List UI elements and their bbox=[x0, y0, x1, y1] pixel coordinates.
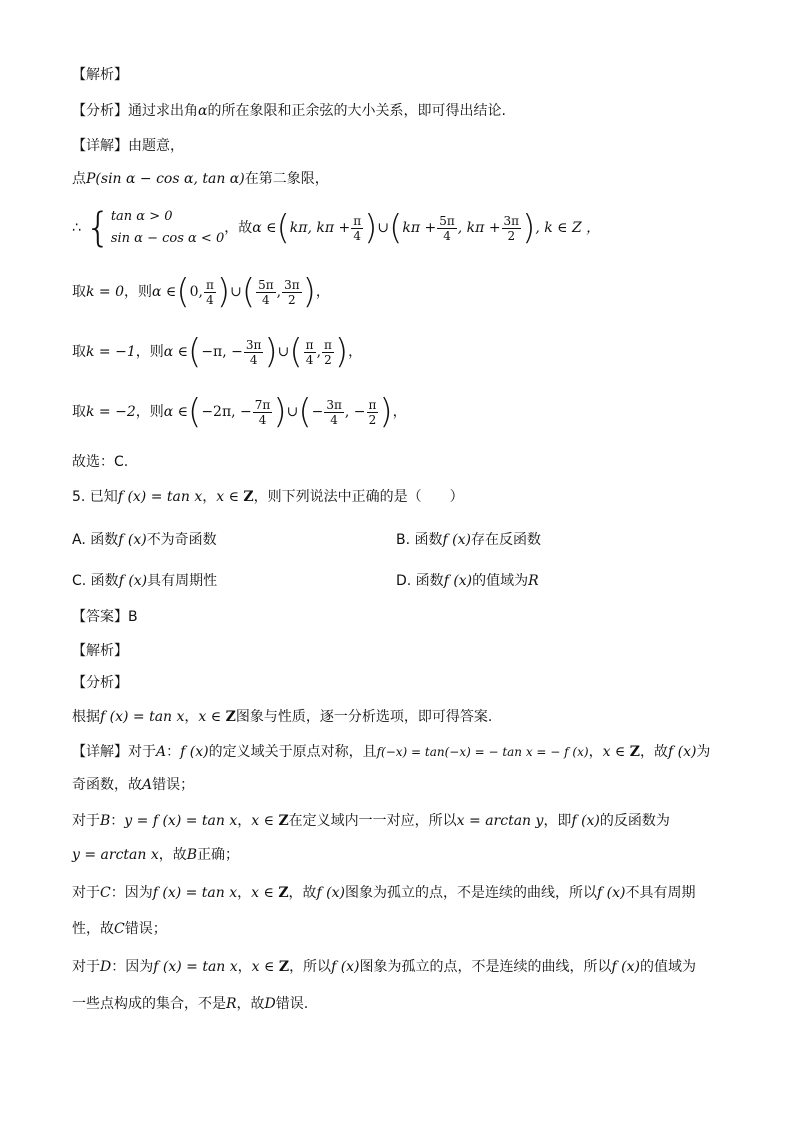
neg-sign: − bbox=[311, 404, 324, 420]
genju-fx: f (x) = tan x bbox=[100, 709, 185, 725]
fraction-pi-4: $\frac{\pi}{4}$ bbox=[205, 277, 214, 307]
fraction-3pi-4: $\frac{3\pi}{4}$ bbox=[245, 337, 262, 367]
fraction-3pi-2: $\frac{3\pi}{2}$ bbox=[503, 213, 520, 243]
detail-c-line-2: 性，故C错误； bbox=[72, 921, 167, 937]
detail-b-line-2: y = arctan x，故B正确； bbox=[72, 847, 240, 863]
neg-2pi-bound: −2π, − bbox=[201, 404, 252, 420]
point-line bbox=[72, 170, 329, 188]
section-analysis-heading: 【解析】 bbox=[72, 67, 128, 83]
alpha-in: α ∈ bbox=[163, 344, 189, 360]
answer-line: 【答案】B bbox=[72, 609, 138, 625]
k-in-z: , k ∈ Z ， bbox=[535, 220, 601, 236]
option-c: C. 函数f (x)具有周期性 bbox=[72, 573, 218, 589]
then-label: ，则 bbox=[124, 284, 153, 300]
therefore-symbol: ∴ bbox=[72, 220, 81, 236]
fraction-5pi-4: $\frac{5\pi}{4}$ bbox=[439, 213, 455, 243]
detail-b-line-1: 对于B：y = f (x) = tan x，x ∈ Z在定义域内一一对应，所以x = arctan y，即f (x)的反函数为 bbox=[72, 813, 670, 829]
fraction-5pi-4: $\frac{5\pi}{4}$ bbox=[258, 277, 274, 307]
detail-d-line-2: 一些点构成的集合，不是R，故D错误. bbox=[72, 996, 309, 1012]
fraction-pi-2: $\frac{\pi}{2}$ bbox=[324, 337, 332, 367]
q5-Z: Z bbox=[243, 489, 254, 505]
option-d: D. 函数f (x)的值域为R bbox=[396, 573, 539, 589]
genju-line: 根据f (x) = tan x，x ∈ Z图象与性质，逐一分析选项，即可得答案. bbox=[72, 709, 493, 725]
line-end: ， bbox=[392, 404, 407, 420]
analysis-heading-2: 【分析】 bbox=[72, 675, 128, 691]
section-analysis-heading-2: 【解析】 bbox=[72, 643, 128, 659]
km1-line bbox=[72, 330, 362, 374]
detail-intro-line bbox=[72, 137, 184, 155]
right-paren: ) bbox=[273, 392, 287, 432]
comma: , bbox=[276, 284, 282, 300]
alpha-in: α ∈ bbox=[163, 404, 189, 420]
detail-d-line-1: 对于D：因为f (x) = tan x，x ∈ Z，所以f (x)图象为孤立的点，不是连续的曲线，所以f (x)的值域为 bbox=[72, 959, 696, 975]
right-paren: ) bbox=[216, 272, 231, 312]
right-paren: ) bbox=[364, 208, 378, 248]
union-symbol: ∪ bbox=[377, 220, 390, 236]
analysis-line bbox=[72, 102, 506, 120]
option-fx: f (x) bbox=[118, 573, 148, 589]
take-label: 取 bbox=[72, 344, 86, 360]
left-brace: { bbox=[85, 205, 111, 251]
q5-post: ，则下列说法中正确的是（ ） bbox=[253, 489, 464, 505]
inequality-system bbox=[85, 206, 224, 250]
left-paren: ( bbox=[298, 392, 312, 432]
neg-pi-bound: −π, − bbox=[201, 344, 243, 360]
option-a: A. 函数f (x)不为奇函数 bbox=[72, 532, 217, 548]
fraction-3pi-4: $\frac{3\pi}{4}$ bbox=[326, 397, 342, 427]
k-value: k = −2 bbox=[86, 404, 136, 420]
line-end: ， bbox=[348, 344, 363, 360]
answer-choice-line: 故选：C. bbox=[72, 454, 129, 470]
system-gu: ，故 bbox=[224, 220, 253, 236]
q5-sep: ， bbox=[202, 489, 217, 505]
genju-Z: Z bbox=[225, 709, 236, 725]
option-fx: f (x) bbox=[442, 532, 471, 548]
fraction-pi-4: $\frac{\pi}{4}$ bbox=[305, 337, 314, 367]
detail-a-line-1: 【详解】对于A：f (x)的定义域关于原点对称，且f(−x) = tan(−x) = − tan x = − f (x)，x ∈ Z，故f (x)为 bbox=[72, 744, 711, 760]
option-fx: f (x) bbox=[118, 532, 147, 548]
q5-fx: f (x) = tan x bbox=[117, 489, 203, 505]
right-paren: ) bbox=[302, 272, 316, 312]
detail-text: 由题意， bbox=[128, 138, 184, 154]
take-label: 取 bbox=[72, 404, 86, 420]
interval-2-part-a: kπ + bbox=[402, 220, 437, 236]
option-fx: f (x) bbox=[443, 573, 473, 589]
q5-pre: 5. 已知 bbox=[72, 489, 118, 505]
analysis-text-pre: 通过求出角 bbox=[128, 103, 198, 119]
k-value: k = 0 bbox=[86, 284, 125, 300]
union-symbol: ∪ bbox=[277, 344, 290, 360]
fraction-7pi-4: $\frac{7\pi}{4}$ bbox=[254, 397, 271, 427]
km2-line bbox=[72, 390, 407, 434]
fraction-pi-4: $\frac{\pi}{4}$ bbox=[353, 213, 362, 243]
left-paren: ( bbox=[188, 332, 202, 372]
q5-domain: x ∈ bbox=[216, 489, 244, 505]
detail-label: 【详解】 bbox=[72, 138, 128, 154]
system-row-2: sin α − cos α < 0 bbox=[110, 231, 225, 246]
k0-line bbox=[72, 270, 330, 314]
union-symbol: ∪ bbox=[286, 404, 299, 420]
system-row-1: tan α > 0 bbox=[110, 209, 173, 224]
point-post: 在第二象限， bbox=[244, 171, 329, 187]
alpha-var: α bbox=[198, 103, 208, 119]
analysis-label: 【分析】 bbox=[72, 103, 128, 119]
zero-bound: 0, bbox=[189, 284, 203, 300]
left-paren: ( bbox=[389, 208, 403, 248]
union-symbol: ∪ bbox=[230, 284, 242, 300]
take-label: 取 bbox=[72, 284, 86, 300]
analysis-text-post: 的所在象限和正余弦的大小关系，即可得出结论. bbox=[207, 103, 506, 119]
system-line bbox=[72, 204, 600, 252]
right-paren: ) bbox=[264, 332, 278, 372]
option-R: R bbox=[528, 573, 539, 589]
then-label: ，则 bbox=[135, 344, 164, 360]
line-end: ， bbox=[315, 284, 330, 300]
alpha-in: α ∈ bbox=[152, 284, 177, 300]
odd-function-eq: f(−x) = tan(−x) = − tan x = − f (x) bbox=[376, 745, 589, 759]
interval-2-part-b: , kπ + bbox=[457, 220, 501, 236]
k-value: k = −1 bbox=[86, 344, 136, 360]
point-expr: P(sin α − cos α, tan α) bbox=[86, 171, 245, 187]
right-paren: ) bbox=[522, 208, 536, 248]
alpha-in: α ∈ bbox=[252, 220, 277, 236]
option-b: B. 函数f (x)存在反函数 bbox=[396, 532, 541, 548]
genju-domain: x ∈ bbox=[198, 709, 226, 725]
right-paren: ) bbox=[379, 392, 393, 432]
interval-1-part: kπ, kπ + bbox=[289, 220, 351, 236]
left-paren: ( bbox=[176, 272, 190, 312]
right-paren: ) bbox=[334, 332, 349, 372]
then-label: ，则 bbox=[135, 404, 164, 420]
left-paren: ( bbox=[289, 332, 303, 372]
left-paren: ( bbox=[188, 392, 202, 432]
question-5-stem bbox=[72, 488, 464, 506]
comma: , bbox=[316, 344, 322, 360]
fraction-3pi-2: $\frac{3\pi}{2}$ bbox=[284, 277, 300, 307]
comma-neg: , − bbox=[344, 404, 366, 420]
left-paren: ( bbox=[241, 272, 256, 312]
detail-a-line-2: 奇函数，故A错误； bbox=[72, 777, 195, 793]
fraction-pi-2: $\frac{\pi}{2}$ bbox=[368, 397, 377, 427]
left-paren: ( bbox=[276, 208, 290, 248]
point-pre: 点 bbox=[72, 171, 86, 187]
detail-c-line-1: 对于C：因为f (x) = tan x，x ∈ Z，故f (x)图象为孤立的点，不是连续的曲线，所以f (x)不具有周期 bbox=[72, 885, 696, 901]
